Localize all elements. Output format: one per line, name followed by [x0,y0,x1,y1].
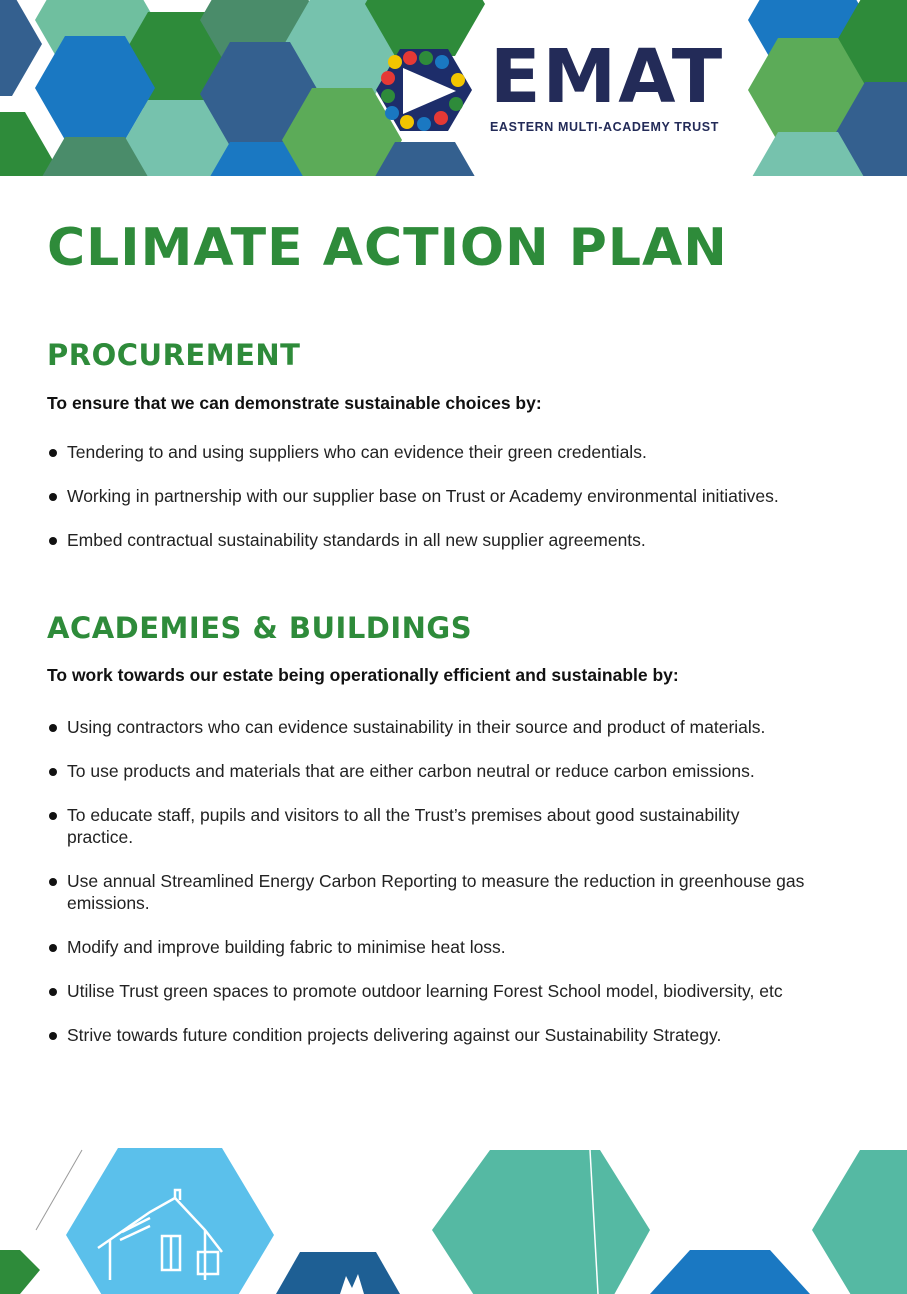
list-item [47,1024,887,1046]
logo-name: EMAT [490,34,725,120]
list-item-text: Use annual Streamlined Energy Carbon Reporting to measure the reduction in greenhouse gas emissions. [67,871,805,913]
bullet-icon [49,768,57,776]
bullet-icon [49,449,57,457]
academies-list [47,716,807,1046]
page-title: CLIMATE ACTION PLAN [47,218,728,278]
list-item [47,529,867,551]
list-item [47,980,807,1002]
list-item [47,804,807,848]
list-item-text: Modify and improve building fabric to minimise heat loss. [67,937,506,957]
bullet-icon [49,878,57,886]
list-item [47,760,807,782]
list-item-text: Using contractors who can evidence sustainability in their source and product of materials. [67,717,766,737]
bullet-icon [49,724,57,732]
footer-hexagons [0,1140,907,1294]
bullet-icon [49,537,57,545]
emat-logo-icon [376,49,472,131]
section-heading-procurement: PROCUREMENT [47,338,301,372]
bullet-icon [49,1032,57,1040]
brand-text [490,34,725,134]
list-item [47,936,807,958]
list-item-text: Strive towards future condition projects delivering against our Sustainability Strategy. [67,1025,722,1045]
bullet-icon [49,988,57,996]
list-item [47,716,807,738]
logo-subtitle: EASTERN MULTI-ACADEMY TRUST [490,120,719,134]
list-item-text: Embed contractual sustainability standards in all new supplier agreements. [67,530,646,550]
bullet-icon [49,944,57,952]
hexagon-pattern [0,0,907,176]
list-item-text: Tendering to and using suppliers who can evidence their green credentials. [67,442,647,462]
bullet-icon [49,812,57,820]
list-item [47,870,807,914]
section-intro-academies-buildings: To work towards our estate being operationally efficient and sustainable by: [47,665,679,685]
section-heading-academies-buildings: ACADEMIES & BUILDINGS [47,611,473,645]
header-banner [0,0,907,176]
list-item-text: To educate staff, pupils and visitors to all the Trust’s premises about good sustainability practice. [67,805,740,847]
section-intro-procurement: To ensure that we can demonstrate sustainable choices by: [47,393,542,413]
bullet-icon [49,493,57,501]
list-item-text: Working in partnership with our supplier base on Trust or Academy environmental initiatives. [67,486,779,506]
list-item [47,485,837,507]
footer-decoration [0,1140,907,1294]
list-item-text: Utilise Trust green spaces to promote outdoor learning Forest School model, biodiversity, etc [67,981,783,1001]
list-item [47,441,867,463]
list-item-text: To use products and materials that are either carbon neutral or reduce carbon emissions. [67,761,755,781]
procurement-list [47,441,867,551]
